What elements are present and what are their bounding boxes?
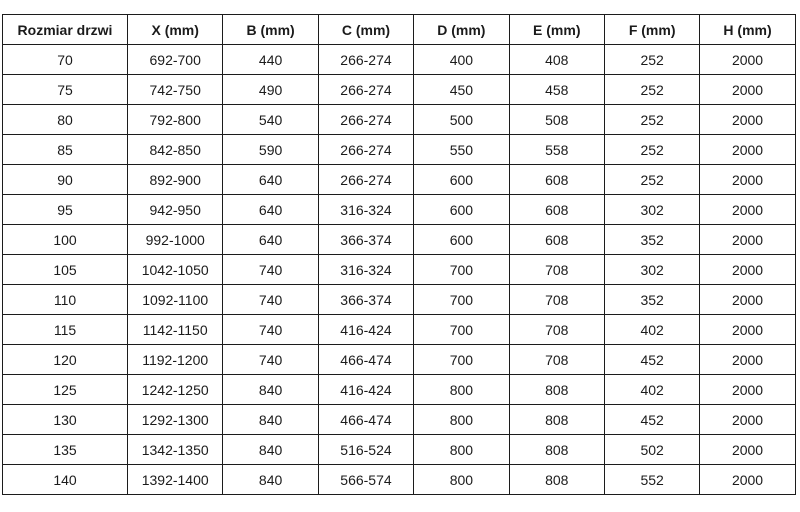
table-row [3, 105, 796, 135]
table-cell: 1392-1400 [128, 465, 223, 495]
table-cell: 700 [414, 315, 509, 345]
table-row [3, 465, 796, 495]
door-size-table [2, 14, 796, 495]
table-cell: 100 [3, 225, 128, 255]
table-row [3, 195, 796, 225]
table-cell: 2000 [700, 105, 795, 135]
table-row [3, 45, 796, 75]
table-cell: 352 [604, 285, 699, 315]
table-cell: 742-750 [128, 75, 223, 105]
table-cell: 458 [509, 75, 604, 105]
table-cell: 440 [223, 45, 318, 75]
table-cell: 700 [414, 285, 509, 315]
table-cell: 600 [414, 225, 509, 255]
table-cell: 2000 [700, 375, 795, 405]
table-cell: 992-1000 [128, 225, 223, 255]
table-cell: 2000 [700, 285, 795, 315]
table-cell: 130 [3, 405, 128, 435]
table-cell: 708 [509, 285, 604, 315]
table-cell: 252 [604, 165, 699, 195]
table-row [3, 75, 796, 105]
table-cell: 252 [604, 45, 699, 75]
table-cell: 2000 [700, 225, 795, 255]
table-row [3, 225, 796, 255]
table-row [3, 345, 796, 375]
table-cell: 408 [509, 45, 604, 75]
column-header-c-mm: C (mm) [318, 15, 413, 45]
table-cell: 808 [509, 435, 604, 465]
table-cell: 808 [509, 405, 604, 435]
table-cell: 608 [509, 225, 604, 255]
table-cell: 2000 [700, 465, 795, 495]
table-cell: 120 [3, 345, 128, 375]
table-cell: 1242-1250 [128, 375, 223, 405]
table-cell: 708 [509, 315, 604, 345]
table-cell: 640 [223, 225, 318, 255]
table-cell: 508 [509, 105, 604, 135]
table-cell: 566-574 [318, 465, 413, 495]
table-cell: 490 [223, 75, 318, 105]
table-cell: 2000 [700, 435, 795, 465]
table-cell: 115 [3, 315, 128, 345]
table-cell: 252 [604, 105, 699, 135]
table-row [3, 135, 796, 165]
table-cell: 558 [509, 135, 604, 165]
table-cell: 608 [509, 195, 604, 225]
table-cell: 252 [604, 75, 699, 105]
table-cell: 552 [604, 465, 699, 495]
table-cell: 266-274 [318, 105, 413, 135]
table-cell: 840 [223, 465, 318, 495]
table-cell: 1192-1200 [128, 345, 223, 375]
table-cell: 2000 [700, 345, 795, 375]
table-cell: 2000 [700, 45, 795, 75]
table-cell: 1092-1100 [128, 285, 223, 315]
table-cell: 352 [604, 225, 699, 255]
table-cell: 708 [509, 345, 604, 375]
table-cell: 2000 [700, 75, 795, 105]
table-cell: 1292-1300 [128, 405, 223, 435]
table-cell: 105 [3, 255, 128, 285]
column-header-b-mm: B (mm) [223, 15, 318, 45]
table-cell: 135 [3, 435, 128, 465]
table-cell: 1142-1150 [128, 315, 223, 345]
table-row [3, 435, 796, 465]
column-header-x-mm: X (mm) [128, 15, 223, 45]
table-cell: 416-424 [318, 315, 413, 345]
table-cell: 416-424 [318, 375, 413, 405]
table-cell: 792-800 [128, 105, 223, 135]
table-cell: 640 [223, 195, 318, 225]
table-cell: 302 [604, 255, 699, 285]
table-cell: 800 [414, 435, 509, 465]
table-cell: 600 [414, 195, 509, 225]
table-cell: 450 [414, 75, 509, 105]
table-cell: 800 [414, 375, 509, 405]
table-cell: 640 [223, 165, 318, 195]
table-cell: 808 [509, 465, 604, 495]
table-cell: 452 [604, 345, 699, 375]
table-cell: 400 [414, 45, 509, 75]
table-row [3, 255, 796, 285]
table-cell: 266-274 [318, 165, 413, 195]
table-cell: 700 [414, 345, 509, 375]
table-cell: 740 [223, 345, 318, 375]
table-cell: 892-900 [128, 165, 223, 195]
table-cell: 842-850 [128, 135, 223, 165]
table-cell: 366-374 [318, 285, 413, 315]
table-cell: 608 [509, 165, 604, 195]
column-header-d-mm: D (mm) [414, 15, 509, 45]
table-cell: 302 [604, 195, 699, 225]
table-cell: 110 [3, 285, 128, 315]
table-cell: 2000 [700, 165, 795, 195]
table-cell: 540 [223, 105, 318, 135]
table-cell: 516-524 [318, 435, 413, 465]
table-cell: 700 [414, 255, 509, 285]
table-cell: 402 [604, 315, 699, 345]
table-cell: 800 [414, 465, 509, 495]
table-cell: 2000 [700, 135, 795, 165]
table-cell: 502 [604, 435, 699, 465]
table-cell: 840 [223, 375, 318, 405]
table-cell: 252 [604, 135, 699, 165]
table-cell: 550 [414, 135, 509, 165]
table-cell: 70 [3, 45, 128, 75]
column-header-rozmiar-drzwi: Rozmiar drzwi [3, 15, 128, 45]
table-cell: 266-274 [318, 45, 413, 75]
table-cell: 316-324 [318, 255, 413, 285]
door-size-table-container [2, 14, 796, 495]
table-cell: 740 [223, 315, 318, 345]
table-row [3, 165, 796, 195]
table-cell: 2000 [700, 315, 795, 345]
table-cell: 600 [414, 165, 509, 195]
table-row [3, 375, 796, 405]
table-cell: 590 [223, 135, 318, 165]
table-cell: 266-274 [318, 75, 413, 105]
table-cell: 366-374 [318, 225, 413, 255]
table-cell: 95 [3, 195, 128, 225]
table-cell: 692-700 [128, 45, 223, 75]
column-header-f-mm: F (mm) [604, 15, 699, 45]
table-cell: 2000 [700, 255, 795, 285]
table-cell: 840 [223, 435, 318, 465]
column-header-h-mm: H (mm) [700, 15, 795, 45]
table-row [3, 405, 796, 435]
table-cell: 708 [509, 255, 604, 285]
table-cell: 466-474 [318, 405, 413, 435]
table-cell: 90 [3, 165, 128, 195]
table-cell: 740 [223, 255, 318, 285]
table-cell: 402 [604, 375, 699, 405]
table-cell: 140 [3, 465, 128, 495]
table-cell: 1042-1050 [128, 255, 223, 285]
table-cell: 466-474 [318, 345, 413, 375]
table-cell: 125 [3, 375, 128, 405]
header-row [3, 15, 796, 45]
table-cell: 740 [223, 285, 318, 315]
table-cell: 500 [414, 105, 509, 135]
column-header-e-mm: E (mm) [509, 15, 604, 45]
table-row [3, 315, 796, 345]
table-cell: 266-274 [318, 135, 413, 165]
table-cell: 840 [223, 405, 318, 435]
table-cell: 75 [3, 75, 128, 105]
table-cell: 2000 [700, 195, 795, 225]
table-cell: 808 [509, 375, 604, 405]
table-cell: 316-324 [318, 195, 413, 225]
table-cell: 85 [3, 135, 128, 165]
table-cell: 942-950 [128, 195, 223, 225]
table-cell: 800 [414, 405, 509, 435]
table-cell: 80 [3, 105, 128, 135]
table-cell: 2000 [700, 405, 795, 435]
table-cell: 452 [604, 405, 699, 435]
table-cell: 1342-1350 [128, 435, 223, 465]
table-row [3, 285, 796, 315]
